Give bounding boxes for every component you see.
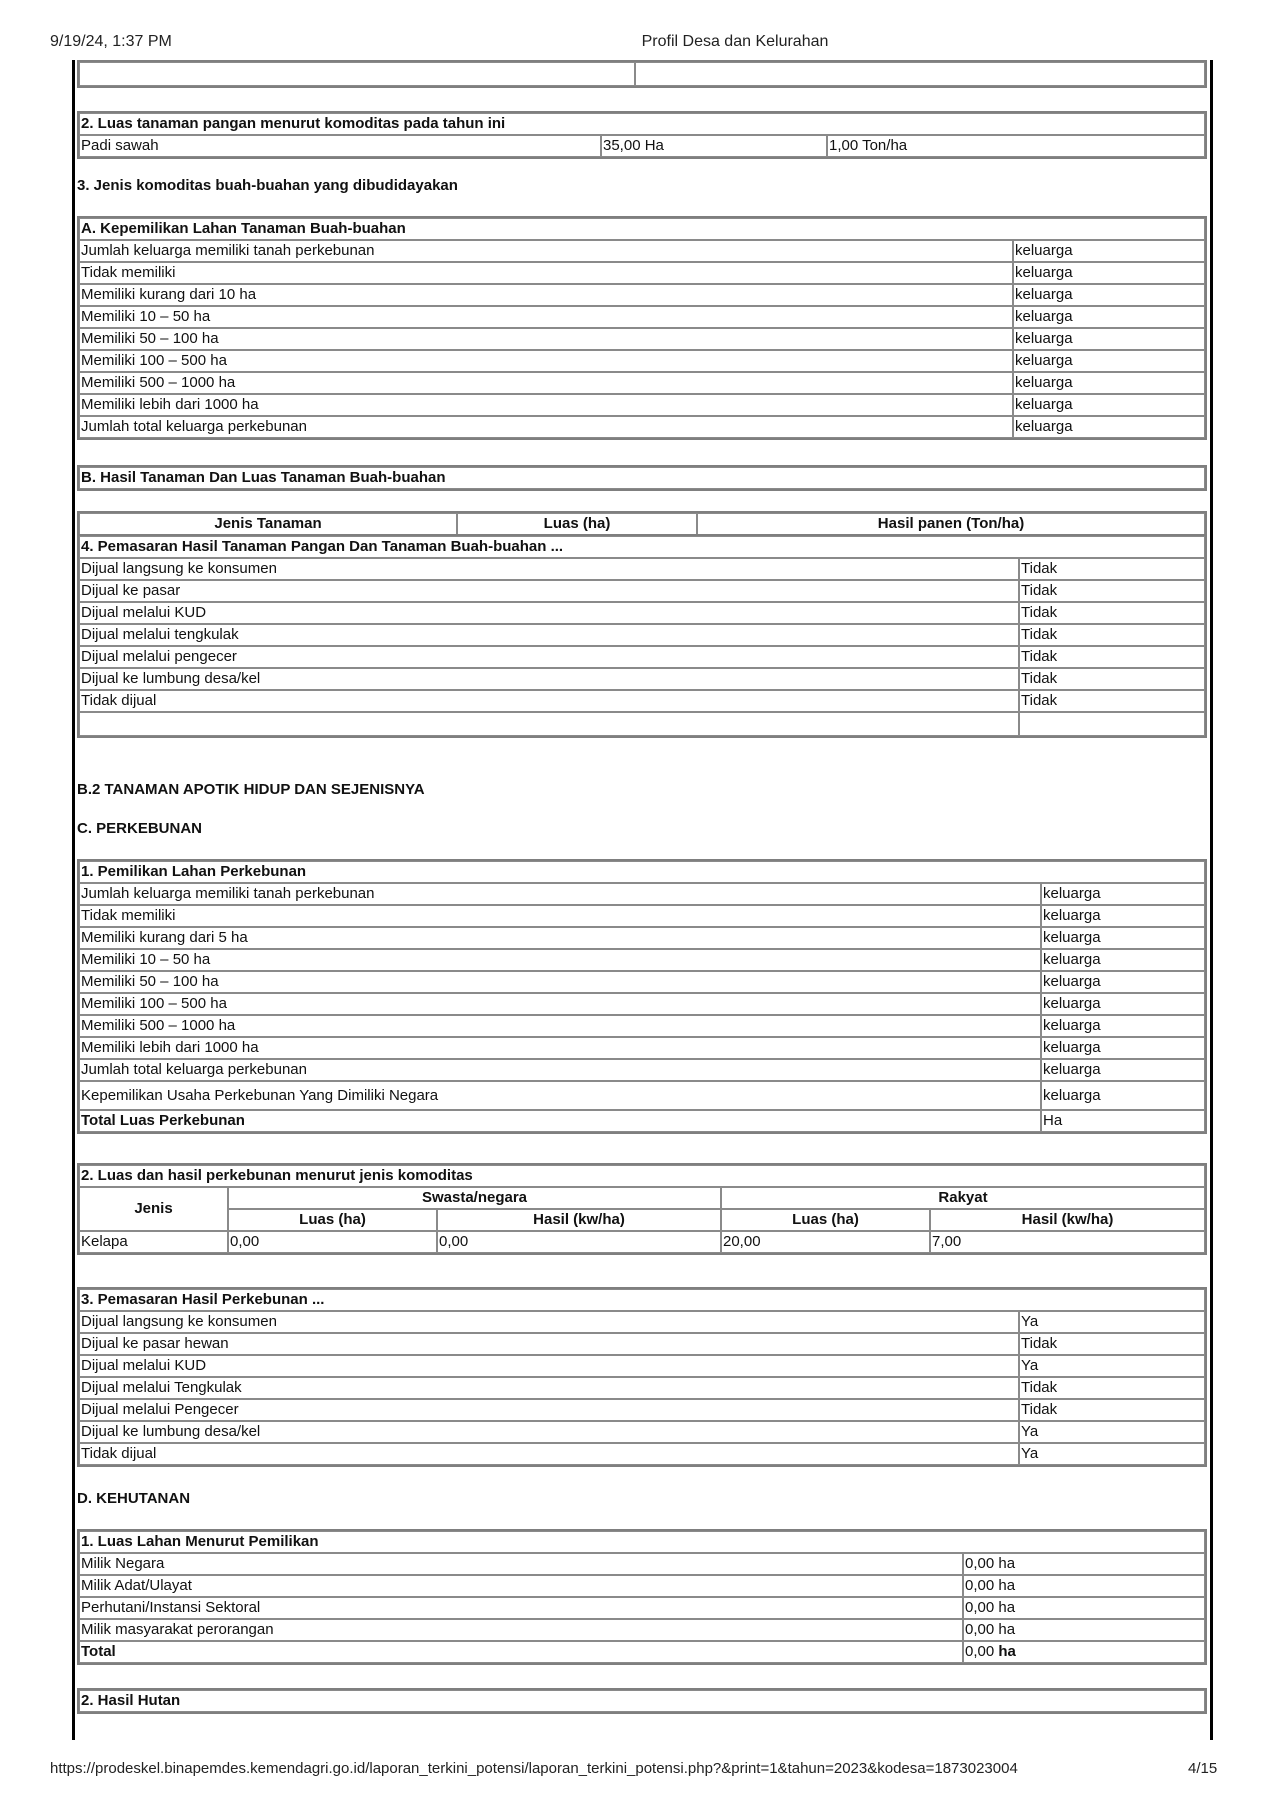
row-label: Memiliki kurang dari 10 ha xyxy=(79,284,1013,306)
empty-row xyxy=(79,712,1205,736)
row-label: Dijual melalui Tengkulak xyxy=(79,1377,1019,1399)
table-row xyxy=(79,905,1205,927)
luas-cell: 35,00 Ha xyxy=(601,135,827,157)
kepemilikan-buah-table xyxy=(77,216,1207,440)
table-row xyxy=(79,306,1205,328)
table-subheader-row xyxy=(79,1209,1205,1231)
row-label: Milik masyarakat perorangan xyxy=(79,1619,963,1641)
table-row xyxy=(79,284,1205,306)
row-label: Dijual melalui KUD xyxy=(79,602,1019,624)
row-label: Dijual ke lumbung desa/kel xyxy=(79,668,1019,690)
row-value: keluarga xyxy=(1013,240,1205,262)
table-title: 2. Hasil Hutan xyxy=(79,1690,1205,1712)
row-value: keluarga xyxy=(1041,1081,1205,1110)
row-label: Milik Negara xyxy=(79,1553,963,1575)
row-label: Jumlah keluarga memiliki tanah perkebunan xyxy=(79,240,1013,262)
row-value: keluarga xyxy=(1013,372,1205,394)
row-label: Dijual ke pasar xyxy=(79,580,1019,602)
pemilikan-perkebunan-table xyxy=(77,859,1207,1134)
column-header-luas: Luas (ha) xyxy=(457,513,697,535)
row-label: Memiliki lebih dari 1000 ha xyxy=(79,1037,1041,1059)
table-title: B. Hasil Tanaman Dan Luas Tanaman Buah-buahan xyxy=(79,467,1205,489)
table-row xyxy=(79,1333,1205,1355)
row-label: Memiliki 100 – 500 ha xyxy=(79,993,1041,1015)
table-row xyxy=(79,949,1205,971)
total-row xyxy=(79,1110,1205,1132)
row-label: Kepemilikan Usaha Perkebunan Yang Dimiliki Negara xyxy=(79,1081,1041,1110)
table-row xyxy=(79,328,1205,350)
table-title: A. Kepemilikan Lahan Tanaman Buah-buahan xyxy=(79,218,1205,240)
total-value xyxy=(963,1641,1205,1663)
row-label: Memiliki 100 – 500 ha xyxy=(79,350,1013,372)
rakyat-luas-cell: 20,00 xyxy=(721,1231,930,1253)
pemasaran-pangan-table xyxy=(77,534,1207,738)
row-value: keluarga xyxy=(1041,971,1205,993)
table-row xyxy=(79,135,1205,157)
table-row xyxy=(79,1421,1205,1443)
table-row xyxy=(79,883,1205,905)
row-label: Tidak dijual xyxy=(79,690,1019,712)
row-value: Tidak xyxy=(1019,690,1205,712)
empty-table-top xyxy=(77,60,1207,88)
row-label: Tidak memiliki xyxy=(79,262,1013,284)
luas-tanaman-pangan-table xyxy=(77,111,1207,159)
table-title: 3. Pemasaran Hasil Perkebunan ... xyxy=(79,1289,1205,1311)
row-value: Ya xyxy=(1019,1421,1205,1443)
table-row xyxy=(79,690,1205,712)
row-label: Jumlah total keluarga perkebunan xyxy=(79,416,1013,438)
hasil-perkebunan-table xyxy=(77,1163,1207,1255)
column-header-jenis-tanaman: Jenis Tanaman xyxy=(79,513,457,535)
table-row xyxy=(79,927,1205,949)
table-row xyxy=(79,1575,1205,1597)
table-row xyxy=(79,394,1205,416)
total-row xyxy=(79,1641,1205,1663)
table-header-row xyxy=(79,1187,1205,1209)
table-row xyxy=(79,1037,1205,1059)
table-row xyxy=(79,646,1205,668)
page-number: 4/15 xyxy=(1188,1760,1218,1777)
row-value: Tidak xyxy=(1019,558,1205,580)
table-title: 4. Pemasaran Hasil Tanaman Pangan Dan Tanaman Buah-buahan ... xyxy=(79,536,1205,558)
total-label: Total xyxy=(79,1641,963,1663)
row-label: Dijual melalui Pengecer xyxy=(79,1399,1019,1421)
row-value: keluarga xyxy=(1013,262,1205,284)
table-row xyxy=(79,1619,1205,1641)
column-group-swasta: Swasta/negara xyxy=(228,1187,721,1209)
table-row xyxy=(79,1081,1205,1110)
table-title: 2. Luas dan hasil perkebunan menurut jenis komoditas xyxy=(79,1165,1205,1187)
swasta-luas-cell: 0,00 xyxy=(228,1231,437,1253)
row-value: keluarga xyxy=(1041,1059,1205,1081)
row-value: keluarga xyxy=(1041,883,1205,905)
row-value: keluarga xyxy=(1041,905,1205,927)
row-value: Tidak xyxy=(1019,624,1205,646)
table-header-row xyxy=(79,513,1205,535)
table-row xyxy=(79,416,1205,438)
page-url: https://prodeskel.binapemdes.kemendagri.go.id/laporan_terkini_potensi/laporan_terkini_potensi.php?&print=1&tahun=2023&kodesa=1873023004 xyxy=(50,1760,1018,1777)
row-label: Dijual langsung ke konsumen xyxy=(79,558,1019,580)
row-label: Dijual melalui pengecer xyxy=(79,646,1019,668)
table-row xyxy=(79,1597,1205,1619)
column-header-swasta-luas: Luas (ha) xyxy=(228,1209,437,1231)
jenis-cell: Kelapa xyxy=(79,1231,228,1253)
total-value-number: 0,00 xyxy=(965,1643,995,1660)
row-value: keluarga xyxy=(1013,350,1205,372)
row-label: Jumlah keluarga memiliki tanah perkebunan xyxy=(79,883,1041,905)
row-value: Tidak xyxy=(1019,580,1205,602)
table-row xyxy=(79,262,1205,284)
table-row xyxy=(79,1311,1205,1333)
left-border-line xyxy=(72,60,75,1740)
table-row xyxy=(79,668,1205,690)
table-row xyxy=(79,1377,1205,1399)
table-row xyxy=(79,1231,1205,1253)
row-label: Tidak dijual xyxy=(79,1443,1019,1465)
section-heading-jenis-buah: 3. Jenis komoditas buah-buahan yang dibudidayakan xyxy=(77,177,458,194)
row-label: Memiliki 50 – 100 ha xyxy=(79,328,1013,350)
row-value: keluarga xyxy=(1013,284,1205,306)
table-row xyxy=(79,1355,1205,1377)
row-label: Dijual melalui KUD xyxy=(79,1355,1019,1377)
table-row xyxy=(79,580,1205,602)
row-value: keluarga xyxy=(1013,328,1205,350)
row-value: 0,00 ha xyxy=(963,1575,1205,1597)
komoditas-cell: Padi sawah xyxy=(79,135,601,157)
row-value: Ya xyxy=(1019,1443,1205,1465)
table-title: 1. Pemilikan Lahan Perkebunan xyxy=(79,861,1205,883)
table-row xyxy=(79,350,1205,372)
row-label: Memiliki 50 – 100 ha xyxy=(79,971,1041,993)
row-label: Memiliki 500 – 1000 ha xyxy=(79,372,1013,394)
row-label: Memiliki 10 – 50 ha xyxy=(79,306,1013,328)
row-label: Memiliki 10 – 50 ha xyxy=(79,949,1041,971)
document-title: Profil Desa dan Kelurahan xyxy=(641,33,829,50)
hasil-buah-title-table xyxy=(77,465,1207,491)
row-value: keluarga xyxy=(1013,394,1205,416)
row-value: Tidak xyxy=(1019,1333,1205,1355)
row-label: Memiliki lebih dari 1000 ha xyxy=(79,394,1013,416)
row-value: keluarga xyxy=(1041,993,1205,1015)
row-value: Ya xyxy=(1019,1311,1205,1333)
row-value: Tidak xyxy=(1019,646,1205,668)
row-label: Memiliki 500 – 1000 ha xyxy=(79,1015,1041,1037)
row-value: Tidak xyxy=(1019,668,1205,690)
table-row xyxy=(79,1399,1205,1421)
pemasaran-perkebunan-table xyxy=(77,1287,1207,1467)
column-header-rakyat-luas: Luas (ha) xyxy=(721,1209,930,1231)
table-row xyxy=(79,1553,1205,1575)
row-label: Dijual langsung ke konsumen xyxy=(79,1311,1019,1333)
table-row xyxy=(79,558,1205,580)
row-label: Tidak memiliki xyxy=(79,905,1041,927)
swasta-hasil-cell: 0,00 xyxy=(437,1231,721,1253)
right-border-line xyxy=(1210,60,1213,1740)
row-label: Jumlah total keluarga perkebunan xyxy=(79,1059,1041,1081)
table-row xyxy=(79,971,1205,993)
row-label: Perhutani/Instansi Sektoral xyxy=(79,1597,963,1619)
row-value: Ya xyxy=(1019,1355,1205,1377)
print-datetime: 9/19/24, 1:37 PM xyxy=(50,33,172,50)
table-title: 2. Luas tanaman pangan menurut komoditas pada tahun ini xyxy=(79,113,1205,135)
row-value: keluarga xyxy=(1013,416,1205,438)
row-label: Dijual melalui tengkulak xyxy=(79,624,1019,646)
table-title: 1. Luas Lahan Menurut Pemilikan xyxy=(79,1531,1205,1553)
row-value: keluarga xyxy=(1041,1015,1205,1037)
table-row xyxy=(79,624,1205,646)
section-heading-c: C. PERKEBUNAN xyxy=(77,820,203,837)
row-value: 0,00 ha xyxy=(963,1597,1205,1619)
luas-hutan-table xyxy=(77,1529,1207,1665)
row-value: Tidak xyxy=(1019,602,1205,624)
column-header-hasil-panen: Hasil panen (Ton/ha) xyxy=(697,513,1205,535)
table-row xyxy=(79,372,1205,394)
row-value: Tidak xyxy=(1019,1377,1205,1399)
row-value: keluarga xyxy=(1041,1037,1205,1059)
row-label: Memiliki kurang dari 5 ha xyxy=(79,927,1041,949)
hasil-hutan-table xyxy=(77,1688,1207,1714)
total-value-unit: ha xyxy=(998,1643,1016,1660)
total-value: Ha xyxy=(1041,1110,1205,1132)
table-row xyxy=(79,602,1205,624)
hasil-cell: 1,00 Ton/ha xyxy=(827,135,1205,157)
row-label: Dijual ke lumbung desa/kel xyxy=(79,1421,1019,1443)
row-label: Dijual ke pasar hewan xyxy=(79,1333,1019,1355)
column-header-jenis: Jenis xyxy=(79,1187,228,1231)
table-row xyxy=(79,1443,1205,1465)
table-row xyxy=(79,1059,1205,1081)
row-label: Milik Adat/Ulayat xyxy=(79,1575,963,1597)
row-value: keluarga xyxy=(1013,306,1205,328)
row-value: keluarga xyxy=(1041,927,1205,949)
column-header-rakyat-hasil: Hasil (kw/ha) xyxy=(930,1209,1205,1231)
row-value: Tidak xyxy=(1019,1399,1205,1421)
row-value: keluarga xyxy=(1041,949,1205,971)
column-group-rakyat: Rakyat xyxy=(721,1187,1205,1209)
total-label: Total Luas Perkebunan xyxy=(79,1110,1041,1132)
table-row xyxy=(79,993,1205,1015)
column-header-swasta-hasil: Hasil (kw/ha) xyxy=(437,1209,721,1231)
table-row xyxy=(79,1015,1205,1037)
rakyat-hasil-cell: 7,00 xyxy=(930,1231,1205,1253)
section-heading-b2: B.2 TANAMAN APOTIK HIDUP DAN SEJENISNYA xyxy=(77,781,425,798)
row-value: 0,00 ha xyxy=(963,1619,1205,1641)
table-row xyxy=(79,240,1205,262)
section-heading-d: D. KEHUTANAN xyxy=(77,1490,191,1507)
row-value: 0,00 ha xyxy=(963,1553,1205,1575)
